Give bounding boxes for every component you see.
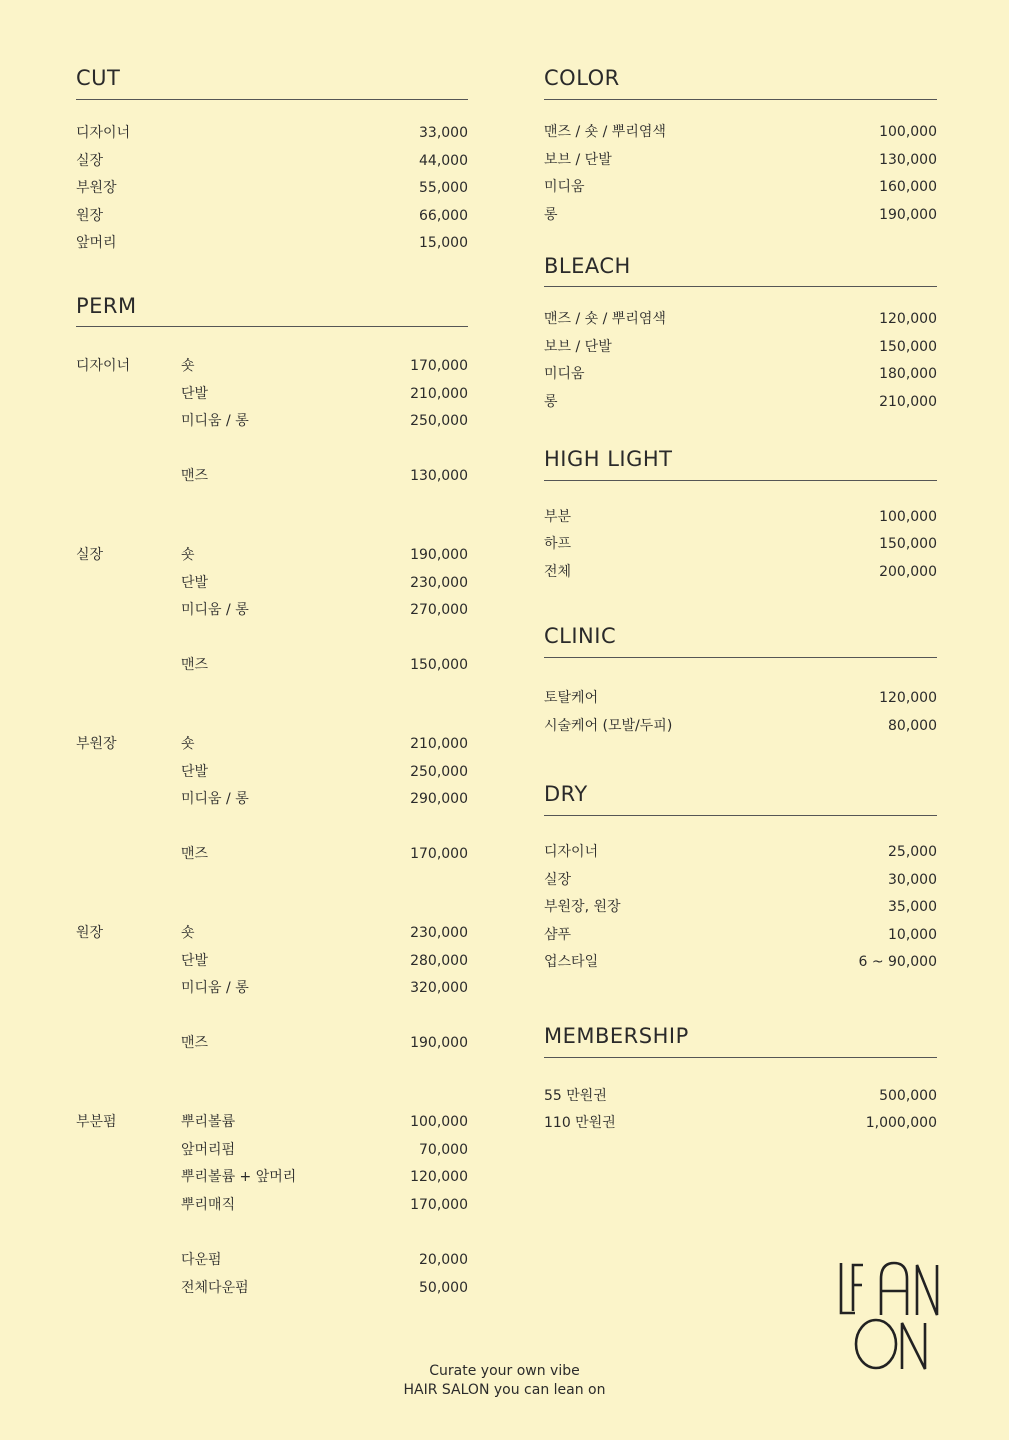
perm-item-price: 120,000: [410, 1169, 468, 1185]
color-title: COLOR: [544, 66, 620, 90]
perm-item-label: 미디움 / 롱: [181, 602, 249, 618]
cut-item-label: 디자이너: [76, 125, 131, 141]
perm-item-label: 숏: [181, 925, 195, 941]
perm-item-price: 150,000: [410, 657, 468, 673]
perm-item-price: 170,000: [410, 846, 468, 862]
perm-title: PERM: [76, 294, 137, 318]
membership-item-price: 500,000: [879, 1088, 937, 1104]
clinic-item-price: 80,000: [888, 718, 937, 734]
clinic-item-label: 토탈케어: [544, 690, 599, 706]
tagline: Curate your own vibe: [429, 1363, 580, 1379]
perm-item-label: 뿌리매직: [181, 1197, 236, 1213]
perm-item-price: 250,000: [410, 764, 468, 780]
perm-item-label: 맨즈: [181, 657, 209, 673]
bleach-title: BLEACH: [544, 254, 631, 278]
membership-item-price: 1,000,000: [865, 1115, 937, 1131]
dry-item-price: 35,000: [888, 899, 937, 915]
perm-item-label: 단발: [181, 386, 209, 402]
bleach-item-price: 210,000: [879, 394, 937, 410]
perm-group-label: 원장: [76, 925, 104, 941]
membership-title: MEMBERSHIP: [544, 1024, 689, 1048]
perm-item-label: 숏: [181, 736, 195, 752]
clinic-item-label: 시술케어 (모발/두피): [544, 718, 673, 734]
cut-rule: [76, 99, 468, 100]
perm-item-price: 230,000: [410, 575, 468, 591]
highlight-item-label: 부분: [544, 509, 572, 525]
perm-item-label: 단발: [181, 575, 209, 591]
perm-item-price: 100,000: [410, 1114, 468, 1130]
color-item-price: 100,000: [879, 124, 937, 140]
bleach-item-price: 150,000: [879, 339, 937, 355]
dry-item-label: 샴푸: [544, 927, 572, 943]
dry-item-label: 디자이너: [544, 844, 599, 860]
color-item-price: 130,000: [879, 152, 937, 168]
highlight-item-price: 200,000: [879, 564, 937, 580]
dry-item-price: 25,000: [888, 844, 937, 860]
clinic-title: CLINIC: [544, 624, 617, 648]
color-item-label: 보브 / 단발: [544, 152, 612, 168]
perm-group-label: 부원장: [76, 736, 117, 752]
perm-item-label: 미디움 / 롱: [181, 413, 249, 429]
perm-item-price: 190,000: [410, 547, 468, 563]
perm-item-price: 210,000: [410, 736, 468, 752]
bleach-item-price: 180,000: [879, 366, 937, 382]
dry-title: DRY: [544, 782, 588, 806]
cut-item-label: 실장: [76, 153, 104, 169]
perm-item-label: 맨즈: [181, 1035, 209, 1051]
bleach-item-label: 보브 / 단발: [544, 339, 612, 355]
bleach-item-label: 미디움: [544, 366, 585, 382]
bleach-item-price: 120,000: [879, 311, 937, 327]
bleach-item-label: 맨즈 / 숏 / 뿌리염색: [544, 311, 666, 327]
dry-item-price: 10,000: [888, 927, 937, 943]
perm-item-price: 190,000: [410, 1035, 468, 1051]
cut-item-label: 부원장: [76, 180, 117, 196]
bleach-item-label: 롱: [544, 394, 558, 410]
membership-item-label: 55 만원권: [544, 1088, 607, 1104]
dry-item-price: 6 ~ 90,000: [858, 954, 937, 970]
perm-rule: [76, 326, 468, 327]
highlight-item-price: 100,000: [879, 509, 937, 525]
perm-item-price: 230,000: [410, 925, 468, 941]
perm-group-label: 디자이너: [76, 358, 131, 374]
dry-item-label: 부원장, 원장: [544, 899, 621, 915]
highlight-title: HIGH LIGHT: [544, 447, 673, 471]
clinic-item-price: 120,000: [879, 690, 937, 706]
perm-item-price: 270,000: [410, 602, 468, 618]
perm-item-price: 210,000: [410, 386, 468, 402]
dry-item-label: 실장: [544, 872, 572, 888]
perm-item-price: 170,000: [410, 1197, 468, 1213]
perm-item-price: 250,000: [410, 413, 468, 429]
color-item-price: 160,000: [879, 179, 937, 195]
perm-item-price: 50,000: [419, 1280, 468, 1296]
cut-item-price: 55,000: [419, 180, 468, 196]
perm-item-label: 맨즈: [181, 846, 209, 862]
dry-item-price: 30,000: [888, 872, 937, 888]
cut-item-price: 15,000: [419, 235, 468, 251]
color-item-label: 미디움: [544, 179, 585, 195]
color-rule: [544, 99, 937, 100]
perm-item-label: 단발: [181, 764, 209, 780]
perm-item-price: 320,000: [410, 980, 468, 996]
perm-item-label: 뿌리볼륨: [181, 1114, 236, 1130]
cut-title: CUT: [76, 66, 121, 90]
clinic-rule: [544, 657, 937, 658]
perm-item-price: 290,000: [410, 791, 468, 807]
perm-item-label: 숏: [181, 547, 195, 563]
highlight-item-label: 전체: [544, 564, 572, 580]
perm-item-price: 20,000: [419, 1252, 468, 1268]
cut-item-label: 원장: [76, 208, 104, 224]
perm-group-label: 실장: [76, 547, 104, 563]
perm-item-label: 전체다운펌: [181, 1280, 249, 1296]
bleach-rule: [544, 286, 937, 287]
cut-item-price: 66,000: [419, 208, 468, 224]
highlight-item-label: 하프: [544, 536, 572, 552]
perm-item-label: 숏: [181, 358, 195, 374]
color-item-label: 롱: [544, 207, 558, 223]
membership-rule: [544, 1057, 937, 1058]
cut-item-price: 44,000: [419, 153, 468, 169]
perm-item-label: 단발: [181, 953, 209, 969]
membership-item-label: 110 만원권: [544, 1115, 616, 1131]
perm-item-price: 130,000: [410, 468, 468, 484]
perm-item-label: 뿌리볼륨 + 앞머리: [181, 1169, 297, 1185]
dry-item-label: 업스타일: [544, 954, 599, 970]
highlight-rule: [544, 480, 937, 481]
cut-item-price: 33,000: [419, 125, 468, 141]
tagline-sub: HAIR SALON you can lean on: [403, 1382, 606, 1398]
perm-item-price: 280,000: [410, 953, 468, 969]
highlight-item-price: 150,000: [879, 536, 937, 552]
perm-item-label: 맨즈: [181, 468, 209, 484]
perm-item-label: 앞머리펌: [181, 1142, 236, 1158]
color-item-label: 맨즈 / 숏 / 뿌리염색: [544, 124, 666, 140]
perm-item-label: 미디움 / 롱: [181, 791, 249, 807]
lean-on-logo: [833, 1255, 948, 1375]
cut-item-label: 앞머리: [76, 235, 117, 251]
perm-group-label: 부분펌: [76, 1114, 117, 1130]
perm-item-label: 미디움 / 롱: [181, 980, 249, 996]
color-item-price: 190,000: [879, 207, 937, 223]
perm-item-price: 70,000: [419, 1142, 468, 1158]
dry-rule: [544, 815, 937, 816]
perm-item-label: 다운펌: [181, 1252, 222, 1268]
perm-item-price: 170,000: [410, 358, 468, 374]
